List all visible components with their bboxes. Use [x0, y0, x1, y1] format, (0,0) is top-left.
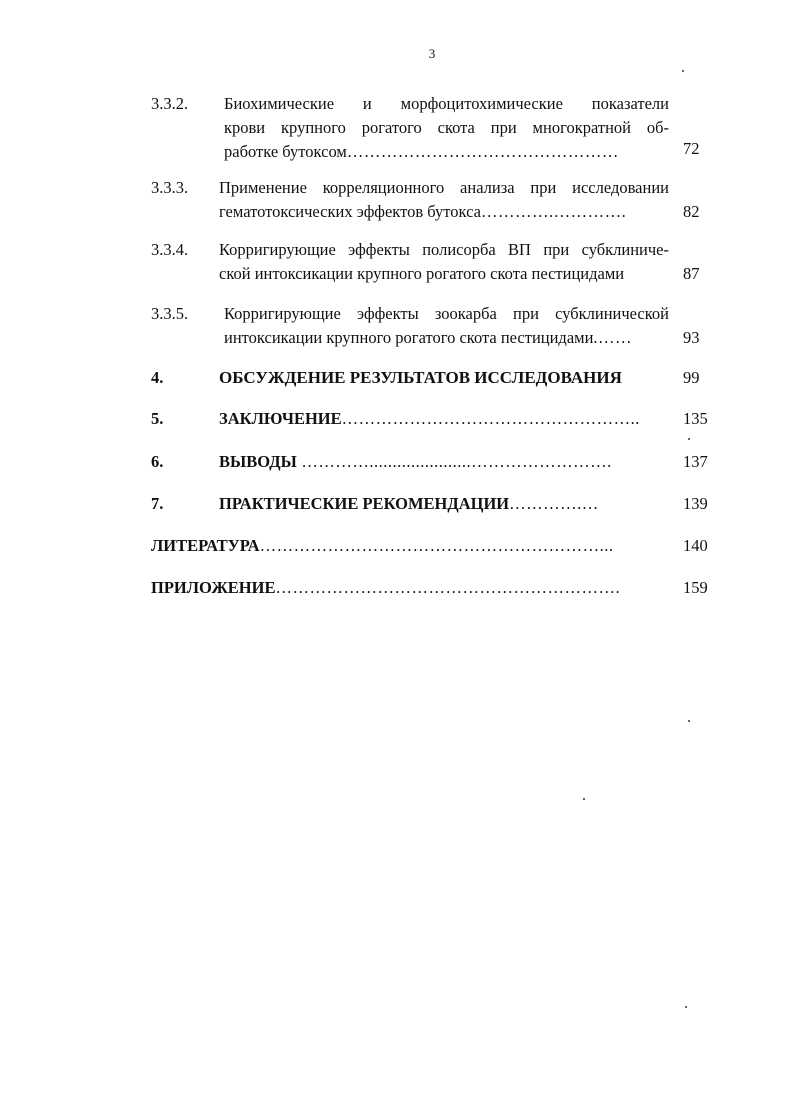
- toc-entry-3-3-4[interactable]: [0, 238, 796, 288]
- toc-entry-3-3-2[interactable]: [0, 92, 796, 164]
- toc-section-number: 6.: [151, 452, 164, 471]
- scan-speck: [688, 720, 690, 722]
- toc-title-line: ской интоксикации крупного рогатого скота пестицидами: [219, 264, 625, 283]
- toc-leader-dots: .……: [593, 328, 633, 347]
- toc-entry-7[interactable]: [0, 492, 796, 518]
- toc-entry-title: [219, 176, 669, 224]
- toc-title-line: гематотоксических эффектов бутокса………….………….: [219, 202, 627, 221]
- toc-leader-dots: …………………………………………………….: [275, 578, 621, 597]
- toc-section-number: 4.: [151, 368, 164, 387]
- toc-leader-dots: …………......................…………………….: [296, 452, 612, 471]
- page-number: 3: [428, 46, 436, 61]
- toc-page-number: 87: [683, 264, 700, 283]
- toc-page-number: 139: [683, 494, 708, 513]
- scan-speck: [688, 438, 690, 440]
- toc-entry-title: ЗАКЛЮЧЕНИЕ……………………………………………..: [219, 409, 640, 428]
- toc-entry-title: ВЫВОДЫ …………......................…………………….: [219, 452, 612, 471]
- toc-leader-dots: ………….…: [509, 494, 599, 513]
- toc-entry-appendix[interactable]: [0, 576, 796, 602]
- toc-entry-6[interactable]: [0, 450, 796, 476]
- toc-entry-title: ЛИТЕРАТУРА……………………………………………………...: [151, 536, 614, 555]
- scan-speck: [685, 1006, 687, 1008]
- toc-entry-title: ПРИЛОЖЕНИЕ…………………………………………………….: [151, 578, 621, 597]
- toc-leader-dots: ………….………….: [480, 202, 627, 221]
- toc-title-line: Корригирующие эффекты зоокарба при субклинической: [224, 304, 669, 323]
- toc-entry-title: [224, 302, 669, 350]
- toc-title-line: Применение корреляционного анализа при исследовании: [219, 178, 669, 197]
- toc-section-number: 3.3.4.: [151, 240, 189, 259]
- toc-entry-title: ПРАКТИЧЕСКИЕ РЕКОМЕНДАЦИИ………….…: [219, 494, 599, 513]
- toc-leader-dots: ……………………………………………..: [341, 409, 640, 428]
- toc-title-line: Корригирующие эффекты полисорба ВП при субклиниче-: [219, 240, 669, 259]
- toc-title-line: крови крупного рогатого скота при многократной об-: [224, 118, 669, 137]
- toc-page-number: 137: [683, 452, 708, 471]
- toc-section-number: 5.: [151, 409, 164, 428]
- toc-entry-title: [224, 92, 669, 164]
- toc-leader-dots: …………………………………………: [346, 142, 619, 161]
- toc-page-number: 135: [683, 409, 708, 428]
- toc-entry-title: [219, 238, 669, 286]
- toc-page-number: 140: [683, 536, 708, 555]
- toc-section-number: 3.3.2.: [151, 94, 189, 113]
- toc-section-number: 7.: [151, 494, 164, 513]
- scan-speck: [682, 70, 684, 72]
- toc-title-line: интоксикации крупного рогатого скота пестицидами.……: [224, 328, 633, 347]
- toc-title-line: работке бутоксом…………………………………………: [224, 142, 619, 161]
- toc-entry-3-3-5[interactable]: [0, 302, 796, 352]
- toc-leader-dots: ……………………………………………………...: [259, 536, 614, 555]
- toc-page-number: 82: [683, 202, 700, 221]
- scan-speck: [583, 798, 585, 800]
- toc-page-number: 159: [683, 578, 708, 597]
- toc-page-number: 99: [683, 368, 700, 387]
- toc-section-number: 3.3.5.: [151, 304, 189, 323]
- toc-page-number: 72: [683, 139, 700, 158]
- toc-section-number: 3.3.3.: [151, 178, 189, 197]
- toc-entry-5[interactable]: [0, 407, 796, 433]
- toc-entry-4[interactable]: [0, 366, 796, 392]
- toc-title-line: Биохимические и морфоцитохимические показатели: [224, 94, 669, 113]
- toc-entry-title: ОБСУЖДЕНИЕ РЕЗУЛЬТАТОВ ИССЛЕДОВАНИЯ: [219, 368, 622, 387]
- toc-page-number: 93: [683, 328, 700, 347]
- toc-entry-3-3-3[interactable]: [0, 176, 796, 226]
- toc-entry-literature[interactable]: [0, 534, 796, 560]
